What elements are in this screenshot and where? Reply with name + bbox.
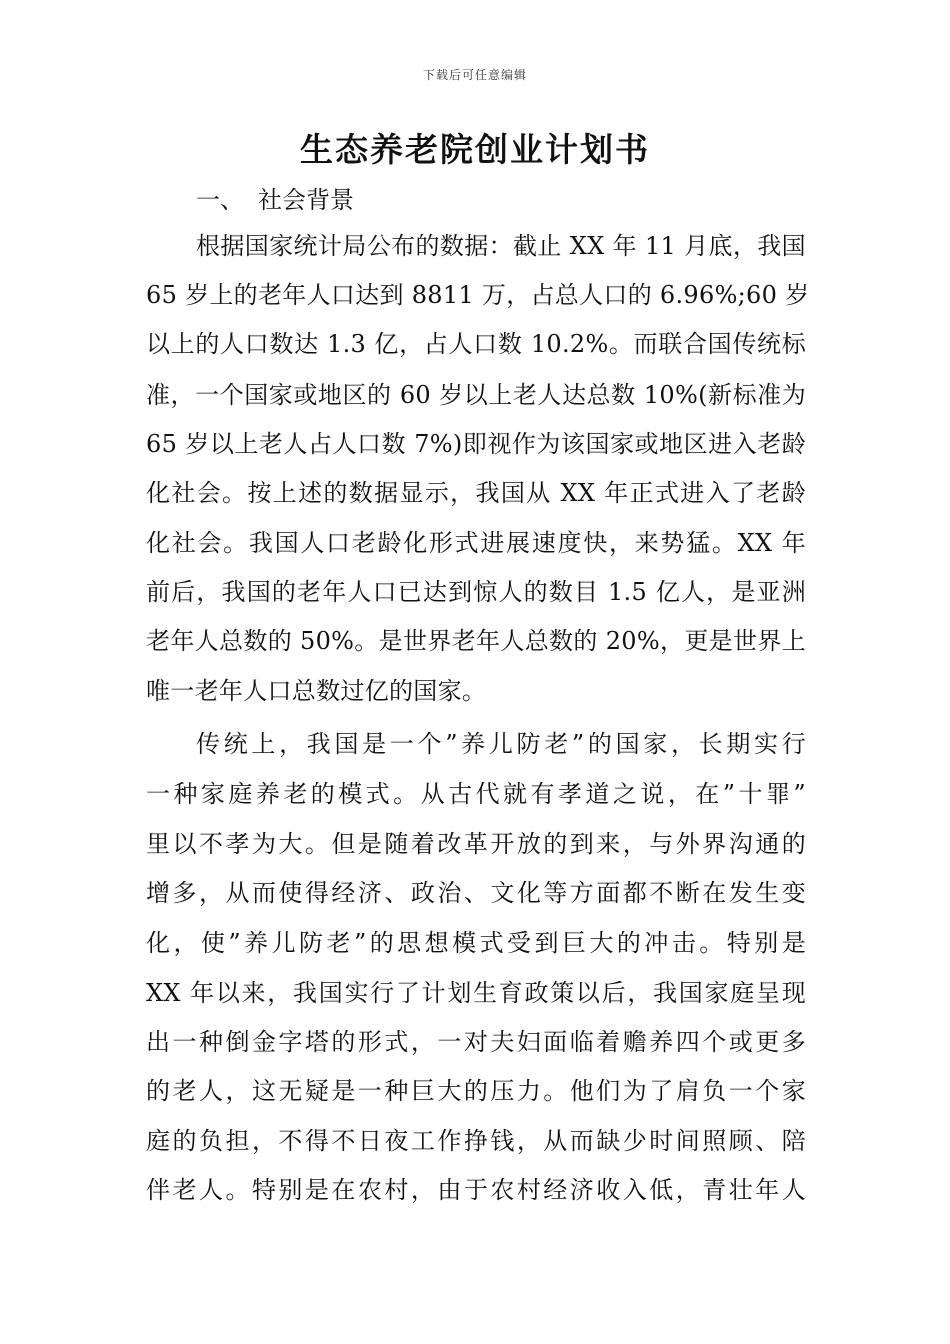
section-number: 一、 — [196, 186, 244, 214]
paragraph-line: 根据国家统计局公布的数据：截止 XX 年 11 月底，我国 — [196, 232, 806, 260]
paragraph-line: 庭的负担，不得不日夜工作挣钱，从而缺少时间照顾、陪 — [146, 1127, 806, 1155]
paragraph-line: 增多，从而使得经济、政治、文化等方面都不断在发生变 — [146, 879, 806, 907]
paragraph-line: 化，使”养儿防老”的思想模式受到巨大的冲击。特别是 — [146, 929, 806, 957]
paragraph-line: 老年人总数的 50%。是世界老年人总数的 20%，更是世界上 — [146, 627, 806, 655]
paragraph-line: 以上的人口数达 1.3 亿，占人口数 10.2%。而联合国传统标 — [146, 330, 806, 358]
paragraph-line: 出一种倒金字塔的形式，一对夫妇面临着赡养四个或更多 — [146, 1028, 806, 1056]
header-note: 下载后可任意编辑 — [422, 68, 527, 82]
document-title: 生态养老院创业计划书 — [300, 130, 650, 169]
paragraph-line: 化社会。按上述的数据显示，我国从 XX 年正式进入了老龄 — [146, 479, 806, 507]
paragraph-line: XX 年以来，我国实行了计划生育政策以后，我国家庭呈现 — [146, 979, 806, 1007]
paragraph-line: 的老人，这无疑是一种巨大的压力。他们为了肩负一个家 — [146, 1077, 806, 1105]
paragraph-line: 里以不孝为大。但是随着改革开放的到来，与外界沟通的 — [146, 830, 806, 858]
paragraph-line: 化社会。我国人口老龄化形式进展速度快，来势猛。XX 年 — [146, 529, 806, 557]
paragraph-line: 前后，我国的老年人口已达到惊人的数目 1.5 亿人，是亚洲 — [146, 578, 806, 606]
paragraph-line: 唯一老年人口总数过亿的国家。 — [146, 677, 487, 705]
section-heading — [196, 182, 354, 218]
paragraph-line: 传统上，我国是一个”养儿防老”的国家，长期实行 — [196, 730, 806, 758]
paragraph-line: 准，一个国家或地区的 60 岁以上老人达总数 10%(新标准为 — [146, 381, 806, 409]
paragraph-line: 一种家庭养老的模式。从古代就有孝道之说，在”十罪” — [146, 780, 806, 808]
paragraph-line: 65 岁上的老年人口达到 8811 万，占总人口的 6.96%;60 岁 — [146, 281, 810, 309]
paragraph-line: 伴老人。特别是在农村，由于农村经济收入低，青壮年人 — [146, 1176, 806, 1204]
section-title: 社会背景 — [258, 186, 354, 214]
paragraph-line: 65 岁以上老人占人口数 7%)即视作为该国家或地区进入老龄 — [146, 430, 806, 458]
